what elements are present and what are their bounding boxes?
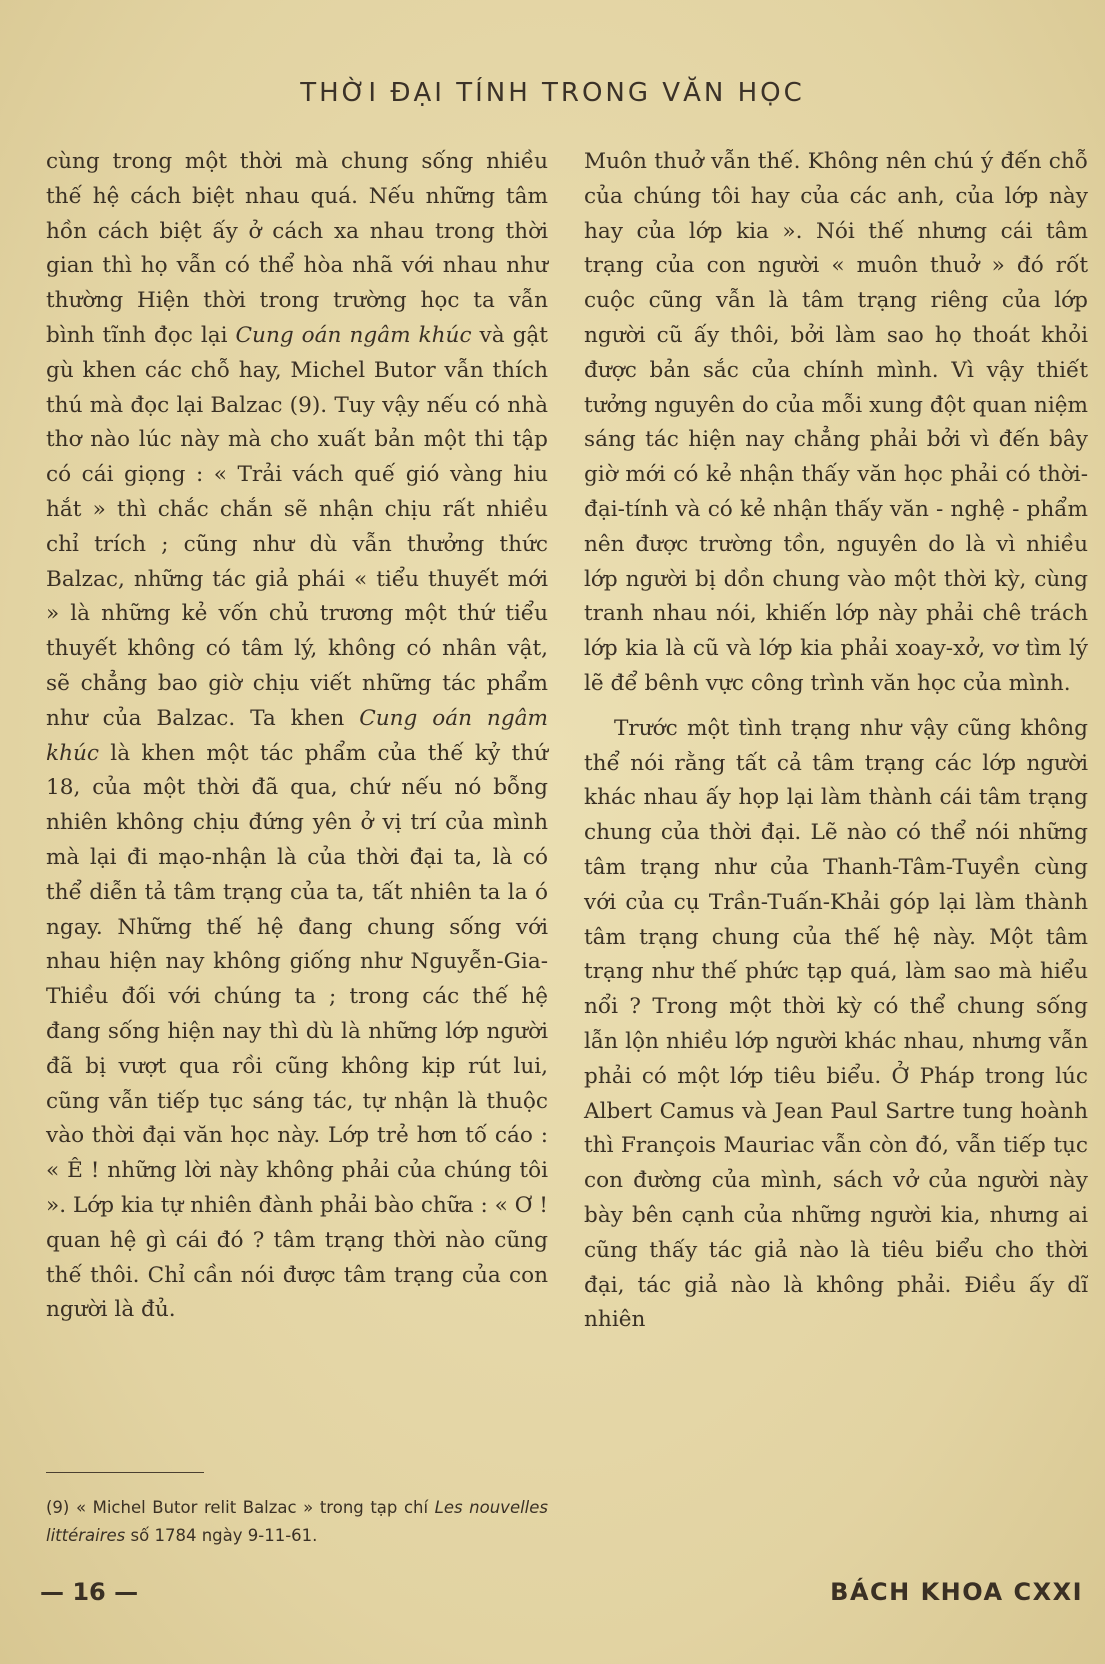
footnote-text [46,1494,548,1550]
footnote [46,1494,548,1550]
journal-title: Les nouvelles littéraires [46,1498,549,1545]
left-column [46,145,548,1328]
issue-label: BÁCH KHOA CXXI [830,1578,1083,1606]
footnote-run: (9) « Michel Butor relit Balzac » trong tạp chí [46,1498,435,1517]
footnote-divider [46,1472,204,1473]
book-title: Cung oán ngâm khúc [235,322,472,348]
right-column [584,145,1088,1338]
text-run: cùng trong một thời mà chung sống nhiều thế hệ cách biệt nhau quá. Nếu những tâm hồn cách biệt ấy ở cách xa nhau trong thời gian thì họ vẫn có thể hòa nhã với nhau như thường Hiện thời trong trường học ta vẫn bình tĩnh đọc lại [46,149,548,348]
right-paragraph-1: Muôn thuở vẫn thế. Không nên chú ý đến chỗ của chúng tôi hay của các anh, của lớp này hay của lớp kia ». Nói thế nhưng cái tâm trạng của con người « muôn thuở » đó rốt cuộc cũng vẫn là tâm trạng riêng của lớp người cũ ấy thôi, bởi làm sao họ thoát khỏi được bản sắc của chính mình. Vì vậy thiết tưởng nguyên do của mỗi xung đột quan niệm sáng tác hiện nay chẳng phải bởi vì đến bây giờ mới có kẻ nhận thấy văn học phải có thời-đại-tính và có kẻ nhận thấy văn - nghệ - phẩm nên được trường tồn, nguyên do là vì nhiều lớp người bị dồn chung vào một thời kỳ, cùng tranh nhau nói, khiến lớp này phải chê trách lớp kia là cũ và lớp kia phải xoay-xở, vơ tìm lý lẽ để bênh vực công trình văn học của mình. [584,149,1088,696]
text-run: là khen một tác phẩm của thế kỷ thứ 18, của một thời đã qua, chứ nếu nó bỗng nhiên không chịu đứng yên ở vị trí của mình mà lại đi mạo-nhận là của thời đại ta, là có thể diễn tả tâm trạng của ta, tất nhiên ta la ó ngay. Những thế hệ đang chung sống với nhau hiện nay không giống như Nguyễn-Gia-Thiều đối với chúng ta ; trong các thế hệ đang sống hiện nay thì dù là những lớp người đã bị vượt qua rồi cũng không kịp rút lui, cũng vẫn tiếp tục sáng tác, tự nhận là thuộc vào thời đại văn học này. Lớp trẻ hơn tố cáo : « Ê ! những lời này không phải của chúng tôi ». Lớp kia tự nhiên đành phải bào chữa : « Ơ ! quan hệ gì cái đó ? tâm trạng thời nào cũng thế thôi. Chỉ cần nói được tâm trạng của con người là đủ. [46,740,548,1323]
text-run: và gật gù khen các chỗ hay, Michel Butor vẫn thích thú mà đọc lại Balzac (9). Tuy vậy nếu có nhà thơ nào lúc này mà cho xuất bản một thi tập có cái giọng : « Trải vách quế gió vàng hiu hắt » thì chắc chắn sẽ nhận chịu rất nhiều chỉ trích ; cũng như dù vẫn thưởng thức Balzac, những tác giả phái « tiểu thuyết mới » là những kẻ vốn chủ trương một thứ tiểu thuyết không có tâm lý, không có nhân vật, sẽ chẳng bao giờ chịu viết những tác phẩm như của Balzac. Ta khen [46,322,548,731]
running-title: THỜI ĐẠI TÍNH TRONG VĂN HỌC [300,78,805,108]
book-title: Cung oán ngâm khúc [46,705,548,766]
footnote-run: số 1784 ngày 9-11-61. [125,1526,318,1545]
left-paragraph [46,145,548,1328]
page-number: — 16 — [40,1578,139,1606]
right-paragraph-2: Trước một tình trạng như vậy cũng không thể nói rằng tất cả tâm trạng các lớp người khác nhau ấy họp lại làm thành cái tâm trạng chung của thời đại. Lẽ nào có thể nói những tâm trạng như của Thanh-Tâm-Tuyền cùng với của cụ Trần-Tuấn-Khải góp lại làm thành tâm trạng chung của thế hệ này. Một tâm trạng như thế phức tạp quá, làm sao mà hiểu nổi ? Trong một thời kỳ có thể chung sống lẫn lộn nhiều lớp người khác nhau, nhưng vẫn phải có một lớp tiêu biểu. Ở Pháp trong lúc Albert Camus và Jean Paul Sartre tung hoành thì François Mauriac vẫn còn đó, vẫn tiếp tục con đường của mình, sách vở của người này bày bên cạnh của những người kia, nhưng ai cũng thấy tác giả nào là tiêu biểu cho thời đại, tác giả nào là không phải. Điều ấy dĩ nhiên [584,715,1088,1333]
